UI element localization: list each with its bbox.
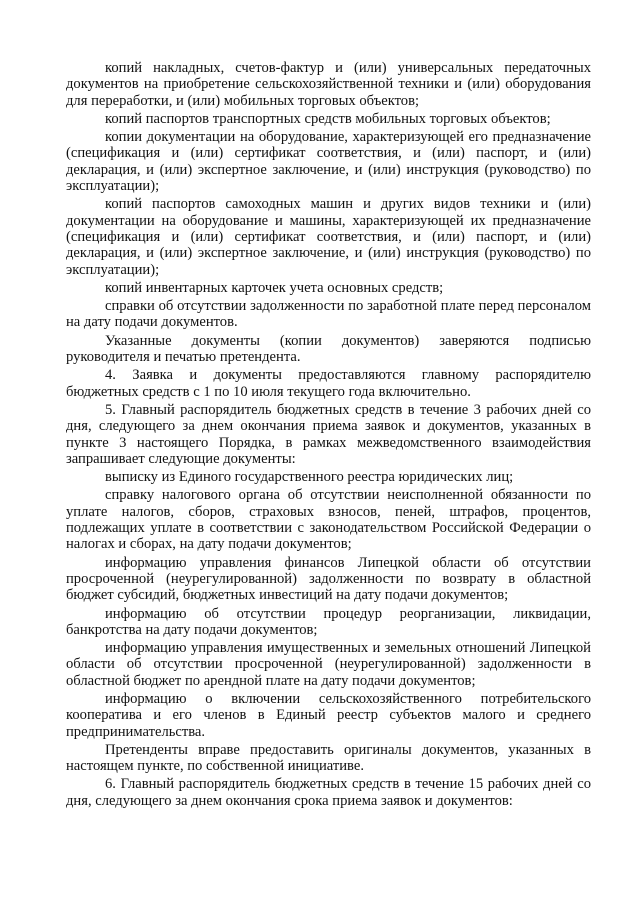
paragraph-vehicle-passports: копий паспортов транспортных средств мобильных торговых объектов; <box>105 110 551 127</box>
paragraph-salary-debt-certificate: справки об отсутствии задолженности по заработной плате перед персоналом на дату подачи документов. <box>66 298 591 331</box>
paragraph-originals-right: Претенденты вправе предоставить оригиналы документов, указанных в настоящем пункте, по собственной инициативе. <box>66 741 591 775</box>
paragraph-equipment-documentation: копии документации на оборудование, характеризующей его предназначение (спецификация и (или) сертификат соответствия, и (или) паспорт, и (или) декларация, и (или) экспертное заключение, и (или) инструкция (руководство) по эксплуатации); <box>66 129 591 195</box>
paragraph-invoices-copies: копий накладных, счетов-фактур и (или) универсальных передаточных документов на приобретение сельскохозяйственной техники и (или) оборудования для переработки, и (или) мобильных торговых объектов; <box>66 60 591 109</box>
paragraph-item-6: 6. Главный распорядитель бюджетных средств в течение 15 рабочих дней со дня, следующего за днем окончания срока приема заявок и документов: <box>66 776 591 809</box>
paragraph-item-4: 4. Заявка и документы предоставляются главному распорядителю бюджетных средств с 1 по 10 июля текущего года включительно. <box>66 367 591 400</box>
paragraph-inventory-cards: копий инвентарных карточек учета основных средств; <box>105 279 444 296</box>
paragraph-document-certification: Указанные документы (копии документов) заверяются подписью руководителя и печатью претендента. <box>66 332 591 366</box>
paragraph-sme-registry-info: информацию о включении сельскохозяйственного потребительского кооператива и его членов в Единый реестр субъектов малого и среднего предпринимательства. <box>66 690 591 740</box>
paragraph-reorganization-info: информацию об отсутствии процедур реорганизации, ликвидации, банкротства на дату подачи документов; <box>66 605 591 638</box>
paragraph-tax-certificate: справку налогового органа об отсутствии неисполненной обязанности по уплате налогов, сборов, страховых взносов, пеней, штрафов, процентов, подлежащих уплате в соответствии с законодательством Российской Федерации о налогах и сборах, на дату подачи документов; <box>66 487 591 553</box>
paragraph-finance-info: информацию управления финансов Липецкой области об отсутствии просроченной (неурегулированной) задолженности по возврату в областной бюджет субсидий, бюджетных инвестиций на дату подачи документов; <box>66 554 591 604</box>
document-page <box>66 60 591 811</box>
paragraph-item-5: 5. Главный распорядитель бюджетных средств в течение 3 рабочих дней со дня, следующего за днем окончания приема заявок и документов, указанных в пункте 3 настоящего Порядка, в рамках межведомственного взаимодействия запрашивает следующие документы: <box>66 401 591 467</box>
paragraph-self-propelled-machines: копий паспортов самоходных машин и других видов техники и (или) документации на оборудование и машины, характеризующей их предназначение (спецификация и (или) сертификат соответствия, и (или) паспорт, и (или) декларация, и (или) экспертное заключение, и (или) инструкция (руководство) по эксплуатации); <box>66 196 591 278</box>
paragraph-registry-extract: выписку из Единого государственного реестра юридических лиц; <box>105 469 514 486</box>
paragraph-property-relations-info: информацию управления имущественных и земельных отношений Липецкой области об отсутствии просроченной (неурегулированной) задолженности в областной бюджет по арендной плате на дату подачи документов; <box>66 640 591 689</box>
